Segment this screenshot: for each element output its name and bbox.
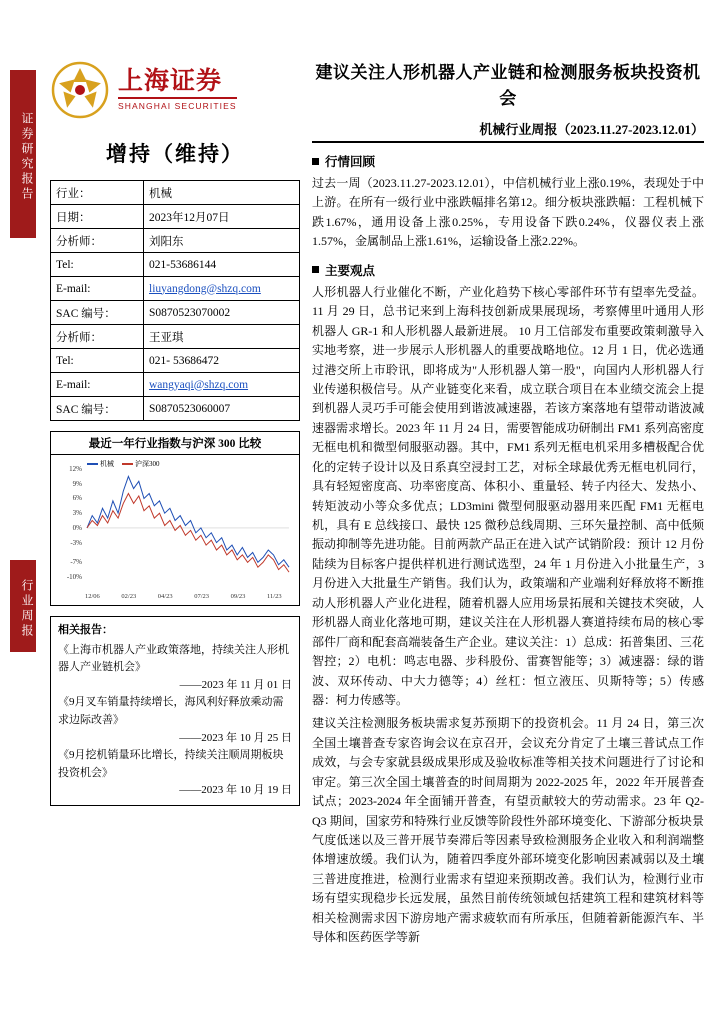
related-report-date: ——2023 年 10 月 19 日 — [179, 784, 292, 797]
section-paragraph: 人形机器人行业催化不断，产业化趋势下核心零部件环节有望率先受益。11 月 29 日，总书记来到上海科技创新成果展现场，考察傅里叶通用人形机器人 GR-1 和人形机器人最新进展。 10 月工信部发布重要政策刺激导入实地考察，进一步展示人形机器人的重要战略地位。12 月 1 日，优必选通过港交所上市聆讯，即将成为"人形机器人第一股"，向国内人形机器人行业传递积极信号。从产业链变化来看，成立联合项目在本业绩交流会上提到机器人灵巧手可能会使用到谐波减速器，若该方案落地有望带动谐波减速器需求增长。2023 年 11 月 24 日，需要智能成功研制出 FM1 系列高密度无框电机和微型伺服驱动器。其中，FM1 系列无框电机采用多槽极配合优化的定转子设计以及日系真空浸封工艺，对标全球最优秀无框电机同行，具有轻短密度高、功率密度高、体积小、重量轻、转子内径大、发热小、转矩波动小等众多优点；LD3mini 微型伺服驱动器用来匹配 FM1 无框电机，具有 E 总线接口、最快 125 微秒总线周期、三环矢量控制、高中低频振动抑制等先进功能。目前两款产品正在进入试产试销阶段：预计 12 月份陆续为目标客户提供样机进行测试选型，24 年 1 月份进入小批量生产，3 月份进入大批量生产销售。我们认为，政策端和产业端利好释放将不断推动人形机器人产业化进程，随着机器人应用场景拓展和关键技术突破，人形机器人商业化落地可期，建议关注在人形机器人赛道持续布局的核心零部件厂商和配套高端装备生产企业。建议关注：1）总成：拓普集团、三花智控；2）电机：鸣志电器、步科股份、雷赛智能等；3）减速器：绿的谐波、双环传动、中大力德等；4）丝杠：恒立液压、贝斯特等；5）传感器：柯力传感等。 — [312, 284, 704, 707]
legend-item-0: 机械 — [87, 459, 114, 469]
chart-x-tick: 04/23 — [157, 593, 173, 600]
brand-rule — [118, 97, 237, 99]
related-report-date: ——2023 年 10 月 25 日 — [179, 731, 292, 744]
info-row — [51, 397, 300, 421]
chart-y-tick: 0% — [72, 523, 82, 532]
info-value: 机械 — [144, 181, 300, 205]
related-reports-heading: 相关报告： — [58, 624, 113, 636]
info-label: 分析师： — [51, 325, 144, 349]
section-heading-label: 行情回顾 — [325, 155, 376, 169]
industry-index-chart — [50, 431, 300, 606]
info-label: Tel: — [51, 253, 144, 277]
info-row — [51, 277, 300, 301]
chart-y-axis — [53, 455, 83, 605]
section-paragraph: 建议关注检测服务板块需求复苏预期下的投资机会。11 月 24 日，第三次全国土壤普查专家咨询会议在京召开，会议充分肯定了土壤三普试点工作成效，与会专家就县级成果形成及验收标准等相关技术问题进行了讨论和审定。第三次全国土壤普查的时间周期为 2022-2025 年，2022 年开展普查试点；2023-2024 年全面铺开普查，有望贡献较大的劳动需求。23 年 Q2-Q3 期间，国家劳和特殊行业反馈等阶段性外部环境变化、下游部分板块景气度低迷以及三普开展节奏滞后等因素导致检测服务企业收入和利润端整体增速放缓。我们认为，随着四季度外部环境变化影响因素减弱以及土壤三普进度推进，检测行业需求有望迎来预期改善。我们认为，检测行业市场有望实现稳步长远发展，虽然目前传统领域包括建筑工程和建筑材料等相关检测需求因下游房地产需求疲软而有所承压，但随着新能源汽车、半导体和医药医学等新 — [312, 716, 704, 945]
info-label: Tel: — [51, 349, 144, 373]
left-column — [50, 60, 300, 806]
info-row — [51, 205, 300, 229]
info-label: SAC 编号： — [51, 397, 144, 421]
related-report-date: ——2023 年 11 月 01 日 — [179, 678, 292, 691]
info-row — [51, 181, 300, 205]
info-value: S0870523060007 — [144, 397, 300, 421]
info-row — [51, 229, 300, 253]
brand-name-en: SHANGHAI SECURITIES — [118, 101, 237, 112]
chart-area — [51, 455, 299, 605]
info-label: E-mail: — [51, 277, 144, 301]
chart-title: 最近一年行业指数与沪深 300 比较 — [51, 432, 299, 455]
section-heading — [312, 261, 704, 279]
info-value[interactable]: liuyangdong@shzq.com — [144, 277, 300, 301]
chart-x-tick: 12/06 — [85, 593, 100, 600]
chart-y-tick: -10% — [66, 573, 82, 581]
page-content — [40, 60, 704, 1010]
chart-x-tick: 11/23 — [267, 593, 282, 600]
chart-plot — [85, 459, 291, 591]
info-value[interactable]: wangyaqi@shzq.com — [144, 373, 300, 397]
shanghai-securities-logo-icon — [50, 60, 110, 120]
info-value: 2023年12月07日 — [144, 205, 300, 229]
bullet-square-icon — [312, 266, 319, 273]
analyst-info-table — [50, 180, 300, 421]
legend-item-1: 沪深300 — [122, 459, 160, 469]
related-report-title[interactable]: 《9月挖机销量环比增长，持续关注顺周期板块投资机会》 — [58, 749, 284, 779]
info-row — [51, 253, 300, 277]
related-report-title[interactable]: 《上海市机器人产业政策落地，持续关注人形机器人产业链机会》 — [58, 643, 289, 674]
info-value: 刘阳东 — [144, 229, 300, 253]
chart-y-tick: 9% — [72, 479, 82, 488]
chart-y-tick: -7% — [70, 558, 82, 567]
chart-x-axis — [85, 593, 297, 605]
chart-x-tick: 09/23 — [230, 593, 246, 600]
page-subtitle: 机械行业周报（2023.11.27-2023.12.01） — [312, 119, 704, 143]
related-report-title[interactable]: 《9月叉车销量持续增长，海风利好释放乘动需求边际改善》 — [58, 696, 284, 726]
info-row — [51, 349, 300, 373]
info-label: 日期： — [51, 205, 144, 229]
info-label: 分析师： — [51, 229, 144, 253]
bullet-square-icon — [312, 158, 319, 165]
info-row — [51, 301, 300, 325]
sidebar-bar-bottom: 行业周报 — [10, 560, 36, 652]
rating-label: 增持（维持） — [106, 142, 244, 166]
chart-y-tick: 12% — [69, 465, 82, 473]
related-reports — [50, 616, 300, 806]
chart-y-tick: 6% — [72, 494, 82, 503]
info-value: 021-53686144 — [144, 253, 300, 277]
info-label: 行业： — [51, 181, 144, 205]
chart-x-tick: 02/23 — [121, 593, 137, 600]
sidebar-bar-top: 证券研究报告 — [10, 70, 36, 238]
right-column — [312, 60, 704, 948]
chart-x-tick: 07/23 — [194, 593, 209, 600]
section-heading — [312, 152, 704, 170]
info-label: E-mail: — [51, 373, 144, 397]
page-title: 建议关注人形机器人产业链和检测服务板块投资机会 — [315, 63, 701, 108]
brand-logo — [50, 60, 300, 120]
info-row — [51, 325, 300, 349]
section-paragraph: 过去一周（2023.11.27-2023.12.01），中信机械行业上涨0.19%，表现处于中上游。在所有一级行业中涨跌幅排名第12。细分板块涨跌幅：工程机械下跌1.67%，通用设备上涨0.25%，专用设备下跌0.24%，仪器仪表上涨1.57%，金属制品上涨1.61%，运输设备上涨2.22%。 — [312, 176, 704, 249]
section-heading-label: 主要观点 — [325, 263, 376, 278]
info-row — [51, 373, 300, 397]
info-value: 021- 53686472 — [144, 349, 300, 373]
brand-name-cn: 上海证券 — [118, 67, 223, 95]
brand-name — [118, 69, 237, 111]
chart-y-tick: 3% — [72, 509, 82, 518]
chart-y-tick: -3% — [70, 538, 82, 547]
info-value: 王亚琪 — [144, 325, 300, 349]
info-value: S0870523070002 — [144, 301, 300, 325]
info-label: SAC 编号： — [51, 301, 144, 325]
